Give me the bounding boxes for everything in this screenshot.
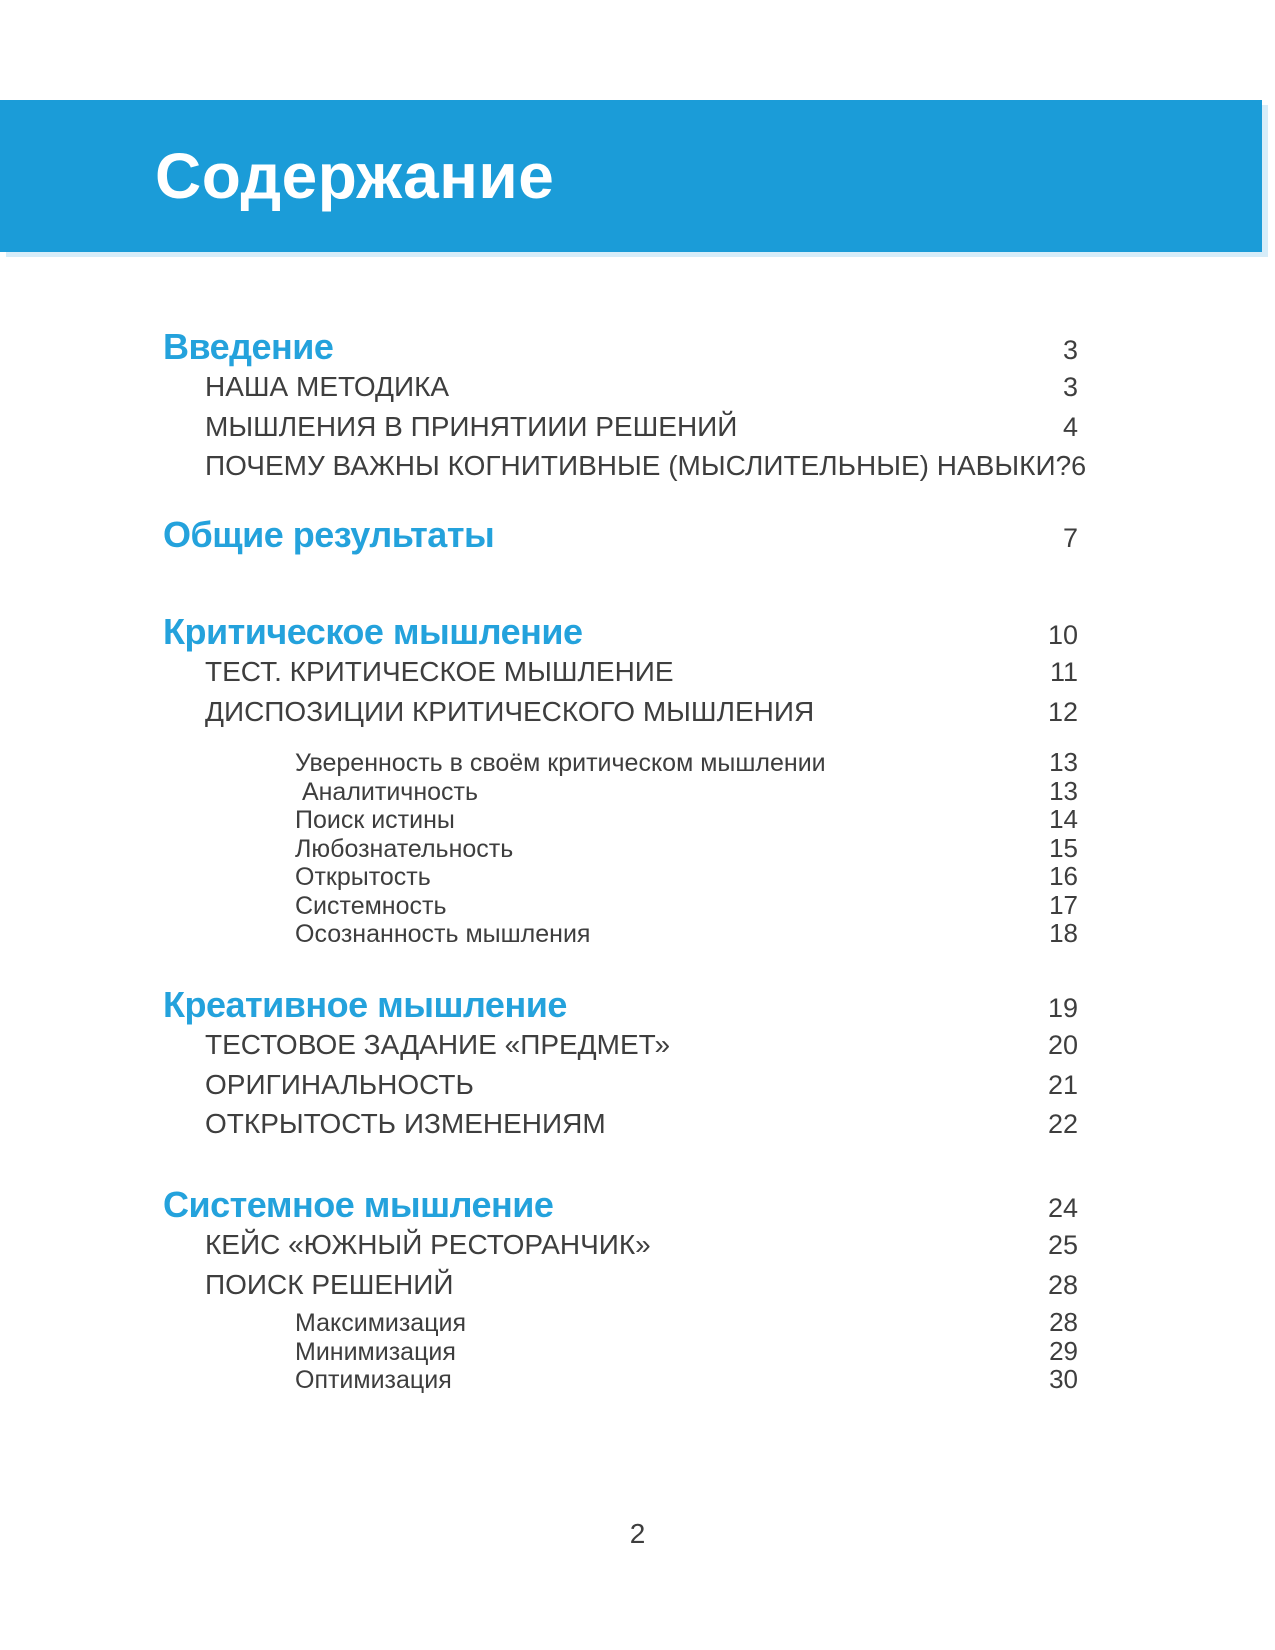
toc-entry-page: 14	[1049, 804, 1078, 834]
toc-section-title: Креативное мышление	[163, 984, 567, 1025]
toc-entry-label: Любознательность	[295, 834, 514, 863]
toc-entry-row	[163, 919, 1078, 948]
toc-section-row	[163, 327, 1078, 367]
toc-entry-row	[163, 1308, 1078, 1337]
toc-section-introduction	[163, 326, 1087, 486]
toc-entry-label: НАША МЕТОДИКА	[205, 371, 450, 402]
toc-entry-page: 30	[1049, 1364, 1078, 1394]
toc-page-number: 3	[1062, 335, 1078, 365]
toc-entry-page: 17	[1049, 889, 1078, 920]
toc-entry-page: 4	[1062, 411, 1078, 442]
toc-entry-label: Аналитичность	[295, 777, 479, 806]
toc-entry-page: 18	[1049, 918, 1078, 948]
toc-entry-row	[163, 1225, 1078, 1265]
toc-page-number: 19	[1047, 993, 1078, 1023]
toc-page-number: 7	[1062, 523, 1078, 553]
toc-entry-row	[163, 1025, 1078, 1065]
toc-entry-page: 28	[1047, 1269, 1078, 1300]
toc-entry-label: ДИСПОЗИЦИИ КРИТИЧЕСКОГО МЫШЛЕНИЯ	[205, 695, 815, 727]
toc-entry-page: 11	[1049, 657, 1078, 687]
toc-entry-label: ОТКРЫТОСТЬ ИЗМЕНЕНИЯМ	[205, 1108, 606, 1139]
toc-entry-row	[163, 1365, 1078, 1394]
page-title: Содержание	[155, 140, 555, 212]
toc-section-title: Критическое мышление	[163, 611, 583, 652]
toc-section-row	[163, 612, 1078, 652]
toc-entry-row	[163, 1265, 1078, 1305]
toc-entry-page: 21	[1047, 1069, 1078, 1100]
toc-entry-label: ТЕСТОВОЕ ЗАДАНИЕ «ПРЕДМЕТ»	[205, 1029, 671, 1060]
toc-entry-row	[163, 367, 1078, 407]
toc-entry-label: МЫШЛЕНИЯ В ПРИНЯТИИИ РЕШЕНИЙ	[205, 410, 738, 442]
toc-entry-page: 25	[1047, 1230, 1078, 1260]
toc-entry-page: 22	[1047, 1109, 1078, 1139]
toc-entry-row	[163, 834, 1078, 863]
toc-section-title: Общие результаты	[163, 514, 495, 555]
toc-entry-row	[163, 748, 1078, 777]
toc-entry-page: 3	[1062, 372, 1078, 402]
toc-section-systems-thinking	[163, 1185, 1078, 1394]
toc-page-number: 24	[1047, 1193, 1078, 1223]
toc-section-row	[163, 515, 1078, 555]
toc-entry-row	[163, 777, 1078, 806]
toc-entry-label: Максимизация	[295, 1309, 467, 1337]
toc-entry-label: Оптимизация	[295, 1366, 452, 1394]
toc-entry-label: ТЕСТ. КРИТИЧЕСКОЕ МЫШЛЕНИЕ	[205, 656, 674, 687]
toc-entry-page: 13	[1049, 747, 1078, 777]
toc-entry-row	[163, 1337, 1078, 1366]
toc-entry-label: Минимизация	[295, 1337, 456, 1366]
toc-entry-label: Уверенность в своём критическом мышлении	[295, 749, 826, 777]
toc-section-creative-thinking	[163, 985, 1078, 1144]
toc-entry-page: 20	[1047, 1030, 1078, 1060]
toc-section-title: Введение	[163, 326, 334, 367]
toc-entry-page: 16	[1049, 861, 1078, 891]
toc-entry-page: 6	[1071, 451, 1087, 481]
toc-entry-label: КЕЙС «ЮЖНЫЙ РЕСТОРАНЧИК»	[205, 1229, 651, 1260]
toc-section-row	[163, 985, 1078, 1025]
toc-entry-label: ПОИСК РЕШЕНИЙ	[205, 1268, 454, 1300]
toc-entry-label: Открытость	[295, 863, 431, 891]
toc-entry-label: ПОЧЕМУ ВАЖНЫ КОГНИТИВНЫЕ (МЫСЛИТЕЛЬНЫЕ) НАВЫКИ?	[205, 450, 1072, 481]
toc-section-critical-thinking	[163, 612, 1078, 948]
toc-entry-row	[163, 862, 1078, 891]
toc-entry-row	[163, 692, 1078, 732]
toc-entry-label: Осознанность мышления	[295, 920, 591, 948]
header-band	[0, 100, 1262, 252]
toc-entry-label: Поиск истины	[295, 806, 455, 834]
toc-entry-row	[163, 1065, 1078, 1105]
toc-entry-page: 12	[1047, 696, 1078, 727]
toc-entry-label: ОРИГИНАЛЬНОСТЬ	[205, 1068, 474, 1100]
toc-entry-row	[163, 446, 1087, 486]
toc-section-title: Системное мышление	[163, 1184, 554, 1225]
toc-entry-row	[163, 652, 1078, 692]
toc-entry-page: 13	[1049, 775, 1078, 806]
toc-section-overall-results	[163, 515, 1078, 555]
toc-entry-page: 29	[1049, 1335, 1078, 1366]
toc-entry-row	[163, 1104, 1078, 1144]
toc-page-number: 10	[1047, 620, 1078, 650]
toc-section-row	[163, 1185, 1078, 1225]
toc-entry-row	[163, 407, 1078, 447]
toc-entry-row	[163, 891, 1078, 920]
footer-page-number: 2	[629, 1518, 646, 1549]
toc-entry-page: 15	[1049, 832, 1078, 863]
toc-entry-row	[163, 805, 1078, 834]
toc-entry-label: Системность	[295, 891, 447, 920]
toc-entry-page: 28	[1049, 1307, 1078, 1337]
